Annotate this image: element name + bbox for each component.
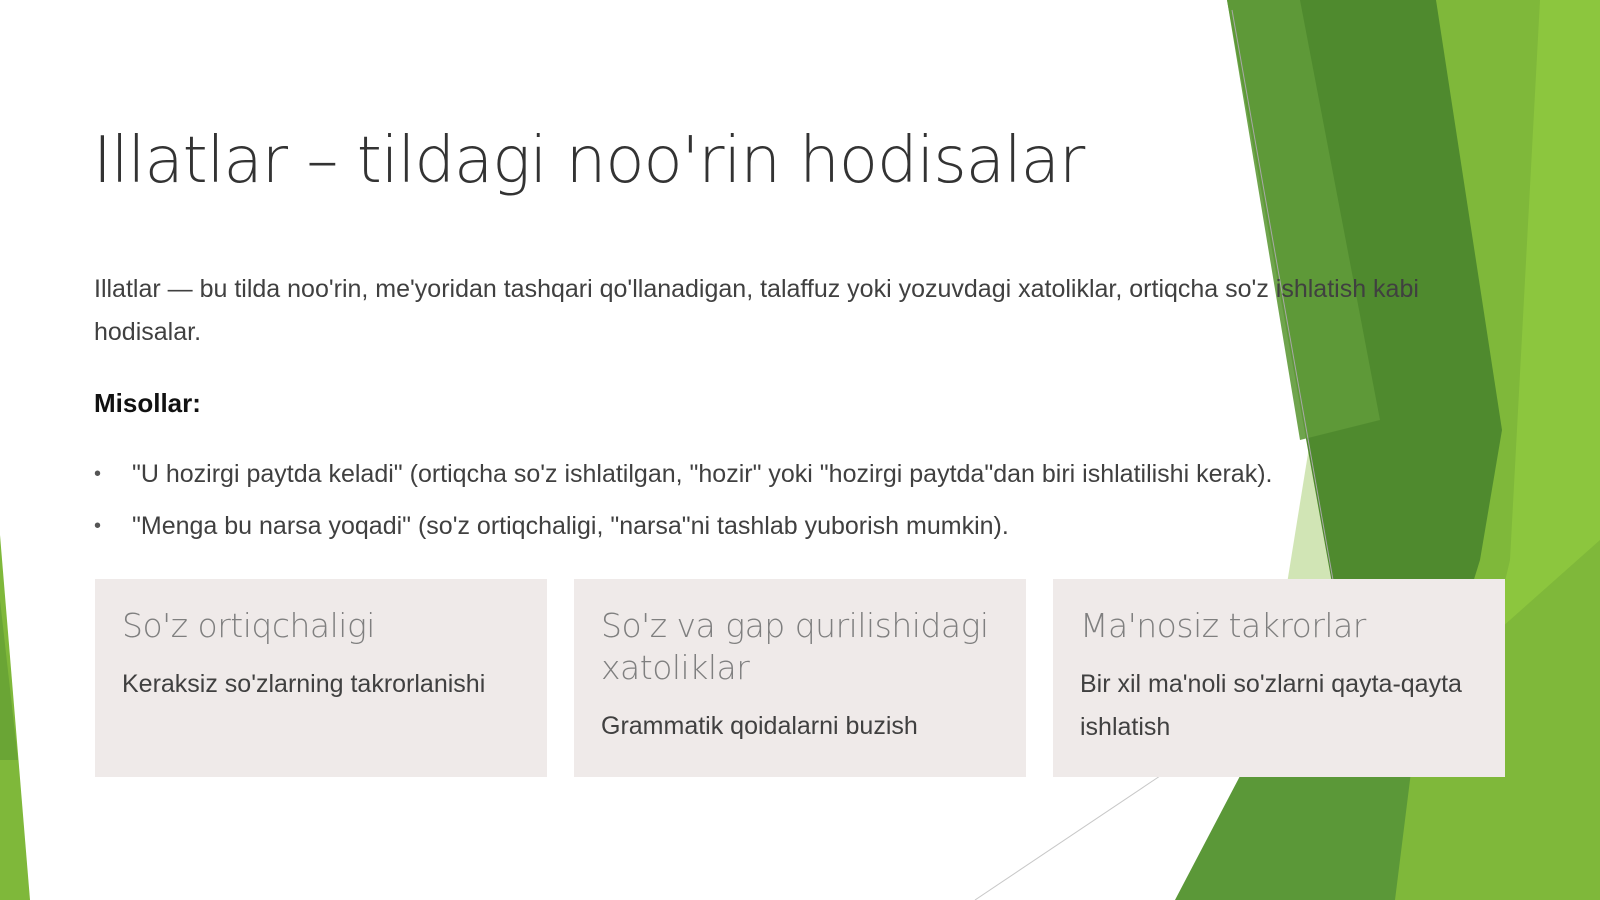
cards-row bbox=[95, 579, 1505, 777]
slide-title: Illatlar – tildagi noo'rin hodisalar bbox=[93, 124, 1085, 198]
card-gap-xatoliklar bbox=[574, 579, 1026, 777]
card-text: Grammatik qoidalarni buzish bbox=[601, 712, 918, 740]
example-text: "Menga bu narsa yoqadi" (so'z ortiqchaligi, "narsa"ni tashlab yuborish mumkin). bbox=[132, 512, 1009, 540]
card-text: Keraksiz so'zlarning takrorlanishi bbox=[122, 670, 486, 698]
example-text: "U hozirgi paytda keladi" (ortiqcha so'z ishlatilgan, "hozir" yoki "hozirgi paytda"dan biri ishlatilishi kerak). bbox=[132, 460, 1273, 488]
list-item bbox=[94, 508, 1424, 560]
card-title: So'z va gap qurilishidagi xatoliklar bbox=[601, 606, 989, 687]
card-soz-ortiqchaligi bbox=[95, 579, 547, 777]
list-item bbox=[94, 456, 1424, 508]
intro-paragraph: Illatlar — bu tilda noo'rin, me'yoridan tashqari qo'llanadigan, talaffuz yoki yozuvdagi xatoliklar, ortiqcha so'z ishlatish kabi hodisalar. bbox=[94, 275, 1419, 346]
examples-list bbox=[94, 456, 1424, 560]
card-text: Bir xil ma'noli so'zlarni qayta-qayta ishlatish bbox=[1080, 670, 1462, 741]
examples-heading: Misollar: bbox=[94, 388, 201, 418]
card-manosiz-takrorlar bbox=[1053, 579, 1505, 777]
bullet-icon: • bbox=[94, 515, 102, 537]
bullet-icon: • bbox=[94, 463, 102, 485]
card-title: Ma'nosiz takrorlar bbox=[1080, 606, 1366, 645]
card-title: So'z ortiqchaligi bbox=[122, 606, 375, 645]
